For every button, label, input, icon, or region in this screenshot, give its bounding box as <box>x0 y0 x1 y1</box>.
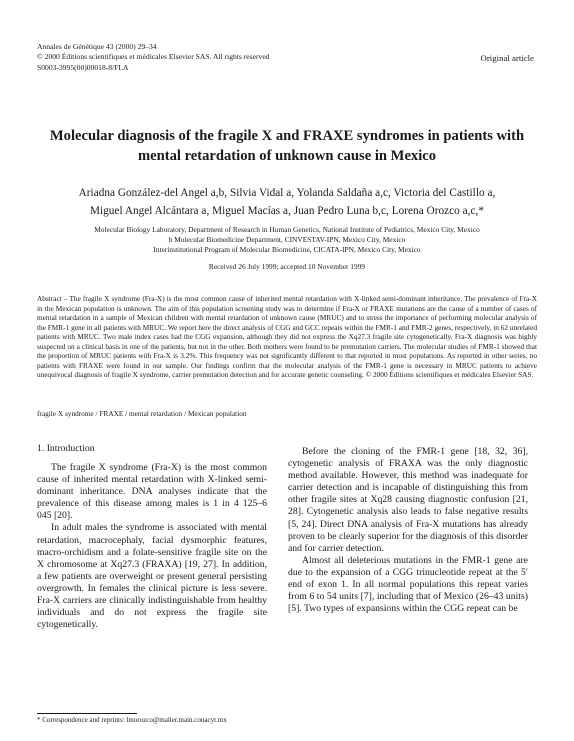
paragraph: The fragile X syndrome (Fra-X) is the most common cause of inherited mental retardation with X-linked semi-dominant inheritance. DNA analyses indicate that the prevalence of this disease among males is 1 in 4 125–6 045 [20]. <box>37 462 267 522</box>
affiliation-b: b Molecular Biomedicine Department, CINVESTAV-IPN, Mexico City, Mexico <box>168 235 406 245</box>
paragraph: Before the cloning of the FMR-1 gene [18, 32, 36], cytogenetic analysis of FRAXA was the only diagnostic method available. However, this method was inadequate for carrier detection and is incapable of distinguishing this from other fragile sites at Xq28 causing diagnostic confusion [21, 28]. Cytogenetic analysis also leads to false negative results [5, 24]. Direct DNA analysis of Fra-X mutations has already proven to be clearly superior for the diagnosis of this disorder and for carrier detection. <box>288 446 528 554</box>
article-title <box>30 126 544 166</box>
affiliation-a: Molecular Biology Laboratory, Department of Research in Human Genetics, National Institute of Pediatrics, Mexico City, Mexico <box>94 225 480 234</box>
journal-citation: Annales de Génétique 43 (2000) 29–34 <box>37 42 157 51</box>
correspondence-footnote: * Correspondence and reprints: lmorozco@mailer.main.conacyt.mx <box>37 716 227 724</box>
received-dates: Received 26 July 1999; accepted 10 November 1999 <box>208 262 366 271</box>
copyright-line: © 2000 Éditions scientifiques et médicales Elsevier SAS. All rights reserved <box>37 52 270 62</box>
paragraph: Almost all deleterious mutations in the FMR-1 gene are due to the expansion of a CGG trinucleotide repeat at the 5′ end of exon 1. In all normal populations this repeat varies from 6 to 54 units [7], including that of Mexico (26–43 units) [5]. Two types of expansions within the CGG repeat can be <box>288 554 528 615</box>
journal-header <box>37 42 367 73</box>
title-line-1: Molecular diagnosis of the fragile X and FRAXE syndromes in patients with <box>49 128 525 144</box>
footnote-rule <box>37 713 137 714</box>
abstract: Abstract – The fragile X syndrome (Fra-X) is the most common cause of inherited mental retardation with X-linked semi-dominant inheritance. The prevalence of Fra-X in the Mexican population is unknown. The aim of this population screening study was to determine if Fra-X or FRAXE mutations are the cause of a number of cases of mental retardation in a sample of Mexican children with mental retardation of unknown cause (MRUC) and to stress the importance of performing molecular analysis of the FMR-1 gene in all patients with MRUC. We report here the direct analysis of CGG and GCC repeats within the FMR-1 and FMR-2 genes, respectively, in 62 unrelated patients with MRUC. Two male index cases had the CGG expansion, although they did not express the Xq27.3 fragile site cytogenetically. Fra-X diagnosis was highly suspected on a clinical basis in one of the patients, but not in the other. Both mothers were found to be premutation carriers. The molecular studies of FMR-1 showed that the proportion of MRUC patients with Fra-X is 3.2%. This frequency was not significantly different to that reported in most populations. As reported in other series, no patients with FRAXE were found in our sample. Our findings confirm that the molecular analysis of the FMR-1 gene is necessary in MRUC patients to achieve unequivocal diagnosis of fragile X syndrome, carrier premutation detection and for accurate genetic counseling. © 2000 Éditions scientifiques et médicales Elsevier SAS. <box>37 294 537 379</box>
section-heading-introduction: 1. Introduction <box>37 443 95 454</box>
doi-line: S0003-3995(00)00018-8/FLA <box>37 62 129 72</box>
affiliation-c: Interinstitutional Program of Molecular Biomedicine, CICATA-IPN, Mexico City, Mexico <box>153 245 421 255</box>
author-list <box>30 184 544 220</box>
keywords: fragile X syndrome / FRAXE / mental retardation / Mexican population <box>37 409 247 418</box>
article-type: Original article <box>480 53 534 63</box>
paragraph: In adult males the syndrome is associated with mental retardation, macrocephaly, facial dysmorphic features, macro-orchidism and a folate-sensitive fragile site on the X chromosome at Xq27.3 (FRAXA) [19, 27]. In addition, a few patients are overweight or present general persisting overgrowth. In females the clinical picture is less severe. Fra-X carriers are clinically indistinguishable from healthy individuals and do not express the fragile site cytogenetically. <box>37 522 267 631</box>
authors-line-1: Ariadna González-del Angel a,b, Silvia Vidal a, Yolanda Saldaña a,c, Victoria del Castillo a, <box>78 187 496 199</box>
title-line-2: mental retardation of unknown cause in Mexico <box>137 148 437 164</box>
right-column <box>288 446 528 615</box>
affiliations <box>30 225 544 256</box>
left-column <box>37 462 267 631</box>
authors-line-2: Miguel Angel Alcántara a, Miguel Macías a, Juan Pedro Luna b,c, Lorena Orozco a,c,* <box>89 205 485 217</box>
